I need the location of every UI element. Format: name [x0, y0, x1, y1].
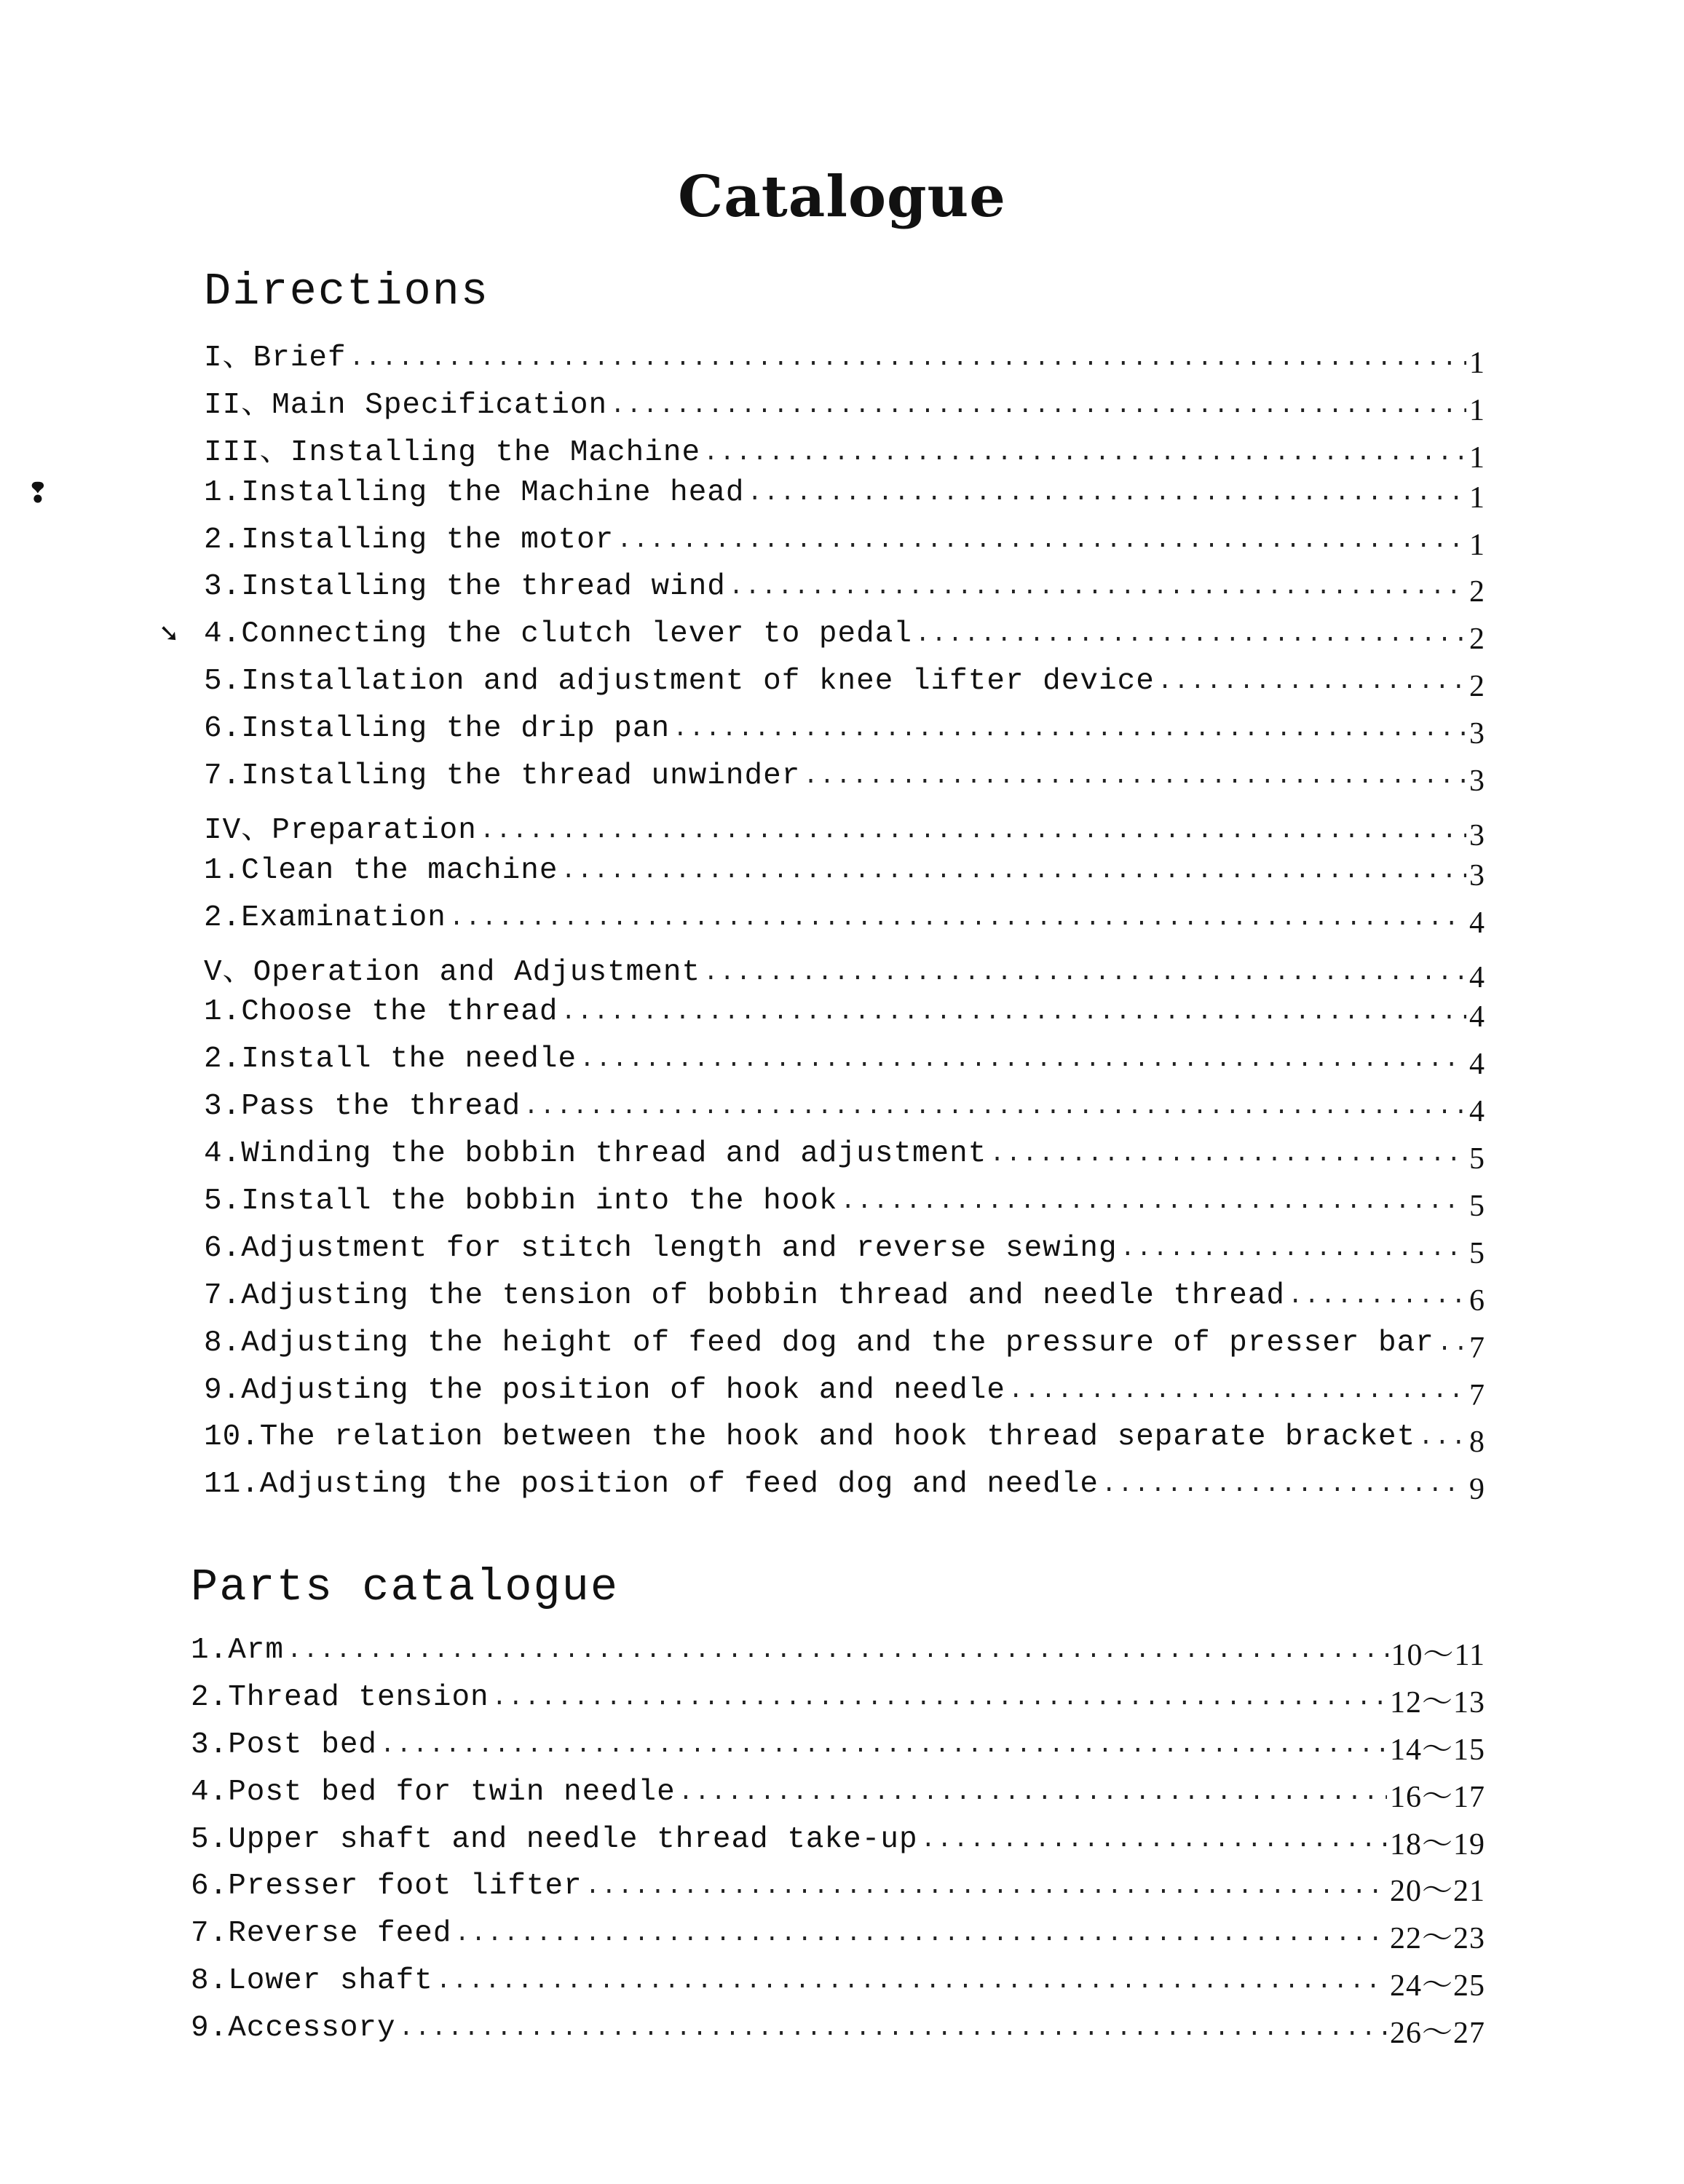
dot-leader — [399, 2016, 1387, 2049]
toc-entry-page: 20～21 — [1389, 1875, 1485, 1909]
toc-entry-label: IV、Preparation — [204, 813, 477, 847]
toc-entry-page: 2 — [1469, 575, 1485, 609]
toc-entry-page: 1 — [1469, 440, 1485, 475]
toc-entry-page: 1 — [1469, 347, 1485, 380]
toc-entry-label: 6.Presser foot lifter — [191, 1870, 582, 1904]
toc-entry — [191, 1907, 1485, 1954]
toc-entry — [204, 946, 1485, 993]
toc-entry-page: 12～13 — [1389, 1685, 1485, 1720]
toc-entry-label: 8.Adjusting the height of feed dog and the pressure of presser bar — [204, 1326, 1434, 1360]
toc-entry — [204, 1371, 1485, 1418]
toc-entry — [191, 1859, 1485, 1907]
dot-leader — [748, 480, 1466, 514]
toc-entry — [204, 662, 1485, 709]
toc-entry — [204, 992, 1485, 1040]
toc-entry-label: 2.Install the needle — [204, 1042, 577, 1077]
toc-entry — [191, 1765, 1485, 1813]
dot-leader — [921, 1827, 1387, 1861]
dot-leader — [703, 440, 1466, 474]
toc-entry-page: 22～23 — [1389, 1922, 1485, 1956]
toc-entry-label: 9.Adjusting the position of hook and needle — [204, 1373, 1005, 1407]
toc-entry-label: 2.Installing the motor — [204, 523, 614, 557]
toc-entry-page: 5 — [1469, 1236, 1485, 1270]
toc-entry-label: 1.Clean the machine — [204, 853, 558, 887]
toc-entry-label: 6.Installing the drip pan — [204, 712, 671, 746]
dot-leader — [380, 1733, 1387, 1766]
toc-entry-label: 1.Arm — [191, 1634, 285, 1667]
toc-entry — [204, 1134, 1485, 1182]
dot-leader — [703, 960, 1466, 994]
margin-scan-mark: ❢ — [26, 477, 50, 509]
toc-entry — [191, 1718, 1485, 1765]
toc-entry — [204, 756, 1485, 804]
toc-entry — [204, 1040, 1485, 1087]
toc-entry — [204, 1417, 1485, 1465]
dot-leader — [1120, 1236, 1466, 1270]
toc-entry-page: 18～19 — [1389, 1827, 1485, 1861]
dot-leader — [480, 818, 1466, 852]
toc-entry-page: 4 — [1469, 960, 1485, 994]
toc-entry — [204, 473, 1485, 521]
toc-entry — [204, 1465, 1485, 1512]
page-title: Catalogue — [678, 164, 1006, 230]
toc-entry-label: 4.Winding the bobbin thread and adjustment — [204, 1137, 987, 1171]
parts-catalogue-heading: Parts catalogue — [191, 1562, 620, 1613]
toc-entry — [204, 1182, 1485, 1229]
toc-entry-page: 7 — [1469, 1378, 1485, 1412]
toc-entry-label: 4.Connecting the clutch lever to pedal — [204, 617, 912, 652]
toc-entry — [204, 1276, 1485, 1324]
dot-leader — [1288, 1283, 1466, 1317]
dot-leader — [1158, 669, 1466, 703]
toc-entry-label: 1.Installing the Machine head — [204, 475, 745, 510]
toc-entry-label: 5.Upper shaft and needle thread take-up — [191, 1822, 918, 1856]
directions-heading: Directions — [204, 266, 490, 317]
toc-entry-label: 9.Accessory — [191, 2011, 396, 2046]
toc-entry — [204, 804, 1485, 851]
toc-entry-page: 5 — [1469, 1142, 1485, 1176]
dot-leader — [585, 1874, 1387, 1907]
dot-leader — [841, 1189, 1466, 1222]
dot-leader — [561, 1000, 1466, 1033]
dot-leader — [1102, 1472, 1466, 1506]
toc-entry-page: 3 — [1469, 717, 1485, 751]
toc-entry-page: 5 — [1469, 1190, 1485, 1224]
toc-entry-label: II、Main Specification — [204, 388, 608, 422]
toc-entry-page: 16～17 — [1389, 1780, 1485, 1814]
toc-entry-page: 3 — [1469, 764, 1485, 799]
toc-entry-label: 4.Post bed for twin needle — [191, 1775, 676, 1809]
dot-leader — [492, 1685, 1387, 1719]
toc-entry-page: 4 — [1469, 1048, 1485, 1082]
toc-entry-label: 2.Thread tension — [191, 1680, 489, 1714]
dot-leader — [610, 393, 1466, 427]
toc-entry-page: 4 — [1469, 906, 1485, 940]
toc-entry-page: 1 — [1469, 393, 1485, 427]
toc-entry — [204, 614, 1485, 662]
toc-entry-label: 10.The relation between the hook and hook thread separate bracket — [204, 1420, 1416, 1455]
toc-entry — [204, 709, 1485, 756]
toc-entry-label: 7.Adjusting the tension of bobbin thread and needle thread — [204, 1278, 1286, 1313]
toc-entry-label: 3.Post bed — [191, 1728, 378, 1762]
toc-entry — [204, 851, 1485, 898]
toc-entry-label: V、Operation and Adjustment — [204, 955, 701, 989]
toc-entry — [204, 567, 1485, 614]
toc-entry-page: 26～27 — [1389, 2017, 1485, 2051]
toc-entry — [204, 331, 1485, 379]
toc-entry-page: 1 — [1469, 528, 1485, 562]
toc-entry-label: III、Installing the Machine — [204, 435, 701, 470]
dot-leader — [454, 1921, 1387, 1955]
dot-leader — [803, 764, 1466, 797]
toc-entry — [204, 521, 1485, 568]
toc-entry-page: 6 — [1469, 1283, 1485, 1318]
toc-entry-page: 4 — [1469, 1095, 1485, 1129]
dot-leader — [561, 858, 1466, 892]
toc-entry — [204, 1229, 1485, 1276]
toc-entry-label: I、Brief — [204, 341, 347, 375]
toc-entry — [191, 1813, 1485, 1860]
toc-entry-page: 24～25 — [1389, 1969, 1485, 2003]
toc-entry-page: 4 — [1469, 1000, 1485, 1034]
toc-entry-label: 7.Reverse feed — [191, 1917, 452, 1951]
dot-leader — [349, 346, 1466, 379]
toc-entry-label: 5.Installation and adjustment of knee lifter device — [204, 665, 1155, 699]
toc-entry-label: 5.Install the bobbin into the hook — [204, 1184, 838, 1219]
toc-entry-label: 8.Lower shaft — [191, 1964, 433, 1998]
toc-entry-label: 7.Installing the thread unwinder — [204, 759, 801, 794]
toc-entry-label: 3.Pass the thread — [204, 1090, 521, 1124]
toc-entry-page: 3 — [1469, 818, 1485, 852]
toc-entry — [204, 1324, 1485, 1371]
dot-leader — [1418, 1425, 1466, 1458]
dot-leader — [1437, 1331, 1466, 1364]
dot-leader — [729, 574, 1466, 608]
dot-leader — [436, 1969, 1387, 2002]
toc-entry-label: 3.Installing the thread wind — [204, 570, 726, 604]
dot-leader — [679, 1780, 1387, 1813]
directions-list — [204, 331, 1485, 1512]
toc-entry — [204, 379, 1485, 426]
dot-leader — [580, 1047, 1466, 1080]
parts-catalogue-list — [191, 1623, 1485, 2049]
arrow-icon: ➘ — [159, 619, 180, 648]
dot-leader — [617, 528, 1466, 561]
toc-entry — [191, 1623, 1485, 1671]
toc-entry-page: 1 — [1469, 480, 1485, 515]
toc-entry-page: 3 — [1469, 858, 1485, 893]
dot-leader — [989, 1142, 1466, 1175]
toc-entry-page: 2 — [1469, 670, 1485, 704]
toc-entry-page: 10～11 — [1391, 1639, 1485, 1672]
toc-entry-page: 8 — [1469, 1425, 1485, 1460]
dot-leader — [1008, 1378, 1466, 1412]
toc-entry — [204, 426, 1485, 473]
toc-entry — [204, 1087, 1485, 1134]
toc-entry — [191, 1954, 1485, 2001]
toc-entry — [204, 898, 1485, 946]
toc-entry-page: 9 — [1469, 1473, 1485, 1507]
toc-entry-page: 7 — [1469, 1331, 1485, 1365]
toc-entry-label: 1.Choose the thread — [204, 995, 558, 1029]
dot-leader — [287, 1638, 1388, 1671]
toc-entry — [191, 2001, 1485, 2049]
toc-entry-page: 14～15 — [1389, 1733, 1485, 1767]
toc-entry-label: 2.Examination — [204, 901, 446, 935]
toc-entry — [191, 1671, 1485, 1718]
dot-leader — [673, 716, 1466, 750]
dot-leader — [449, 906, 1466, 939]
dot-leader — [523, 1094, 1466, 1128]
dot-leader — [915, 622, 1466, 655]
toc-entry-page: 2 — [1469, 622, 1485, 657]
toc-entry-label: 11.Adjusting the position of feed dog and needle — [204, 1468, 1099, 1502]
toc-entry-label: 6.Adjustment for stitch length and reverse sewing — [204, 1231, 1118, 1265]
